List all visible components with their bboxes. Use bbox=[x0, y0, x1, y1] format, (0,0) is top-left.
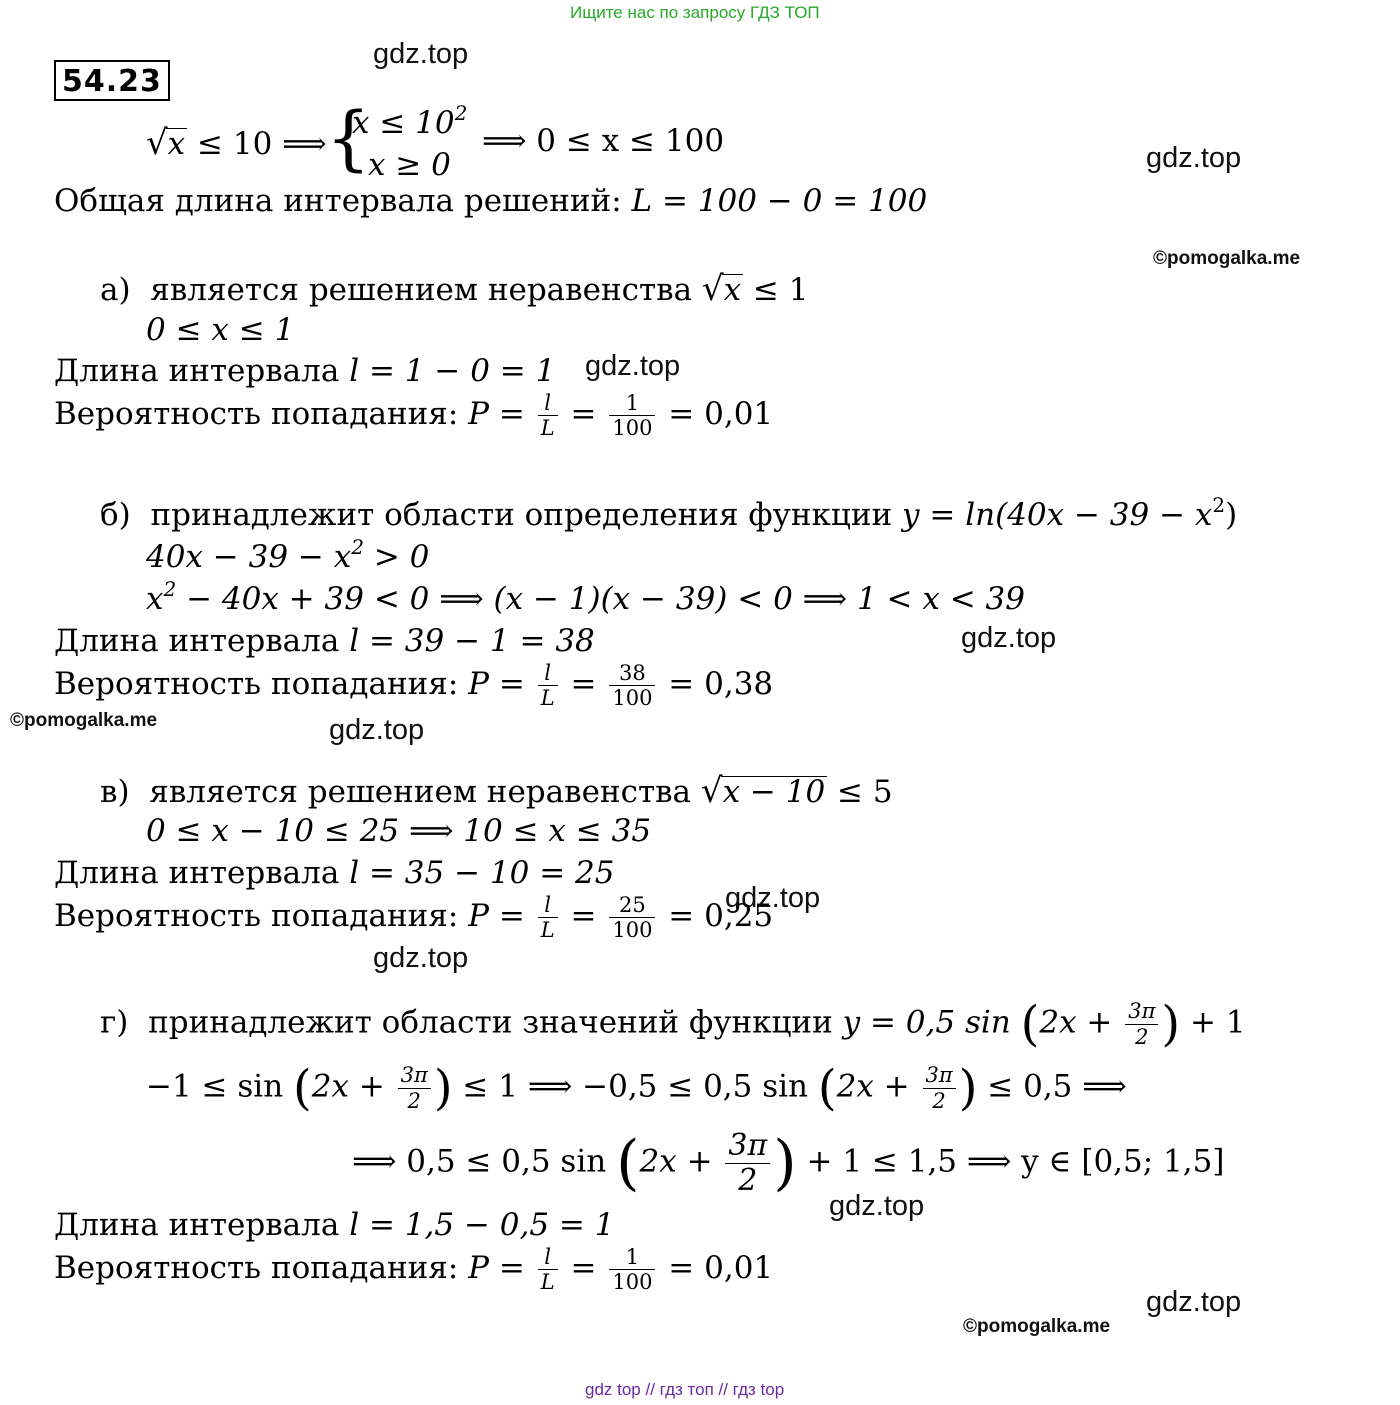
part-b-step-2: $x^2 - 40x + 39 < 0$ ⟹ (x − 1)(x − 39) < 0 ⟹ 1 < x < 39 bbox=[146, 577, 1025, 617]
system-line-2: x ≥ 0 bbox=[368, 147, 451, 183]
part-g-length: Длина интервала l = 1,5 − 0,5 = 1 bbox=[54, 1207, 615, 1243]
part-g-condition: г) принадлежит области значений функции y = 0,5 sin (2x + $\frac{3\pi}{2}$ ) + 1 bbox=[100, 996, 1246, 1052]
footer-links[interactable]: gdz top // гдз топ // гдз top bbox=[585, 1380, 785, 1399]
watermark-pomogalka: ©pomogalka.me bbox=[963, 1316, 1111, 1337]
part-b-condition: б) принадлежит области определения функции $y = \ln(40x - 39 - x^2)$ bbox=[100, 493, 1238, 533]
watermark-gdz: gdz.top bbox=[585, 350, 681, 382]
part-b-length: Длина интервала l = 39 − 1 = 38 bbox=[54, 623, 595, 659]
part-g-line-1: −1 ≤ sin (2x + $\frac{3\pi}{2}$ ) ≤ 1 ⟹ −0,5 ≤ 0,5 sin (2x + $\frac{3\pi}{2}$ ) ≤ 0,5 ⟹ bbox=[146, 1060, 1127, 1116]
watermark-gdz: gdz.top bbox=[1146, 142, 1242, 174]
part-b-step-1: $40x - 39 - x^2 > 0$ bbox=[146, 535, 430, 575]
part-v-length: Длина интервала l = 35 − 10 = 25 bbox=[54, 855, 615, 891]
watermark-gdz: gdz.top bbox=[373, 942, 469, 974]
part-g-line-2: ⟹ 0,5 ≤ 0,5 sin (2x + $\frac{3\pi}{2}$ ) + 1 ≤ 1,5 ⟹ y ∈ [0,5; 1,5] bbox=[352, 1128, 1225, 1198]
part-a-length: Длина интервала l = 1 − 0 = 1 bbox=[54, 353, 556, 389]
intro-result: ⟹ 0 ≤ x ≤ 100 bbox=[482, 123, 725, 159]
intro-sqrt: √x ≤ 10 ⟹ bbox=[146, 123, 327, 163]
problem-number: 54.23 bbox=[54, 60, 170, 101]
total-length-line: Общая длина интервала решений: L = 100 − 0 = 100 bbox=[54, 183, 928, 219]
watermark-gdz: gdz.top bbox=[725, 882, 821, 914]
system-line-1: $x \le 10^2$ bbox=[352, 101, 468, 141]
system-brace: { bbox=[326, 97, 371, 179]
part-v-condition: в) является решением неравенства √x − 10 ≤ 5 bbox=[100, 771, 893, 811]
top-banner[interactable]: Ищите нас по запросу ГДЗ ТОП bbox=[570, 3, 820, 22]
watermark-pomogalka: ©pomogalka.me bbox=[10, 710, 158, 731]
watermark-gdz: gdz.top bbox=[329, 714, 425, 746]
watermark-gdz: gdz.top bbox=[829, 1190, 925, 1222]
part-v-probability: Вероятность попадания: P = $\frac{l}{L}$ = $\frac{25}{100}$ = 0,25 bbox=[54, 893, 774, 943]
watermark-gdz: gdz.top bbox=[373, 38, 469, 70]
part-a-probability: Вероятность попадания: P = $\frac{l}{L}$ = $\frac{1}{100}$ = 0,01 bbox=[54, 391, 774, 441]
watermark-pomogalka: ©pomogalka.me bbox=[1153, 248, 1301, 269]
part-a-solution: 0 ≤ x ≤ 1 bbox=[146, 312, 295, 348]
part-a-condition: а) является решением неравенства √x ≤ 1 bbox=[100, 269, 809, 309]
part-g-probability: Вероятность попадания: P = $\frac{l}{L}$ = $\frac{1}{100}$ = 0,01 bbox=[54, 1245, 774, 1295]
watermark-gdz: gdz.top bbox=[1146, 1286, 1242, 1318]
part-b-probability: Вероятность попадания: P = $\frac{l}{L}$ = $\frac{38}{100}$ = 0,38 bbox=[54, 661, 774, 711]
watermark-gdz: gdz.top bbox=[961, 622, 1057, 654]
part-v-solution: 0 ≤ x − 10 ≤ 25 ⟹ 10 ≤ x ≤ 35 bbox=[146, 813, 652, 849]
